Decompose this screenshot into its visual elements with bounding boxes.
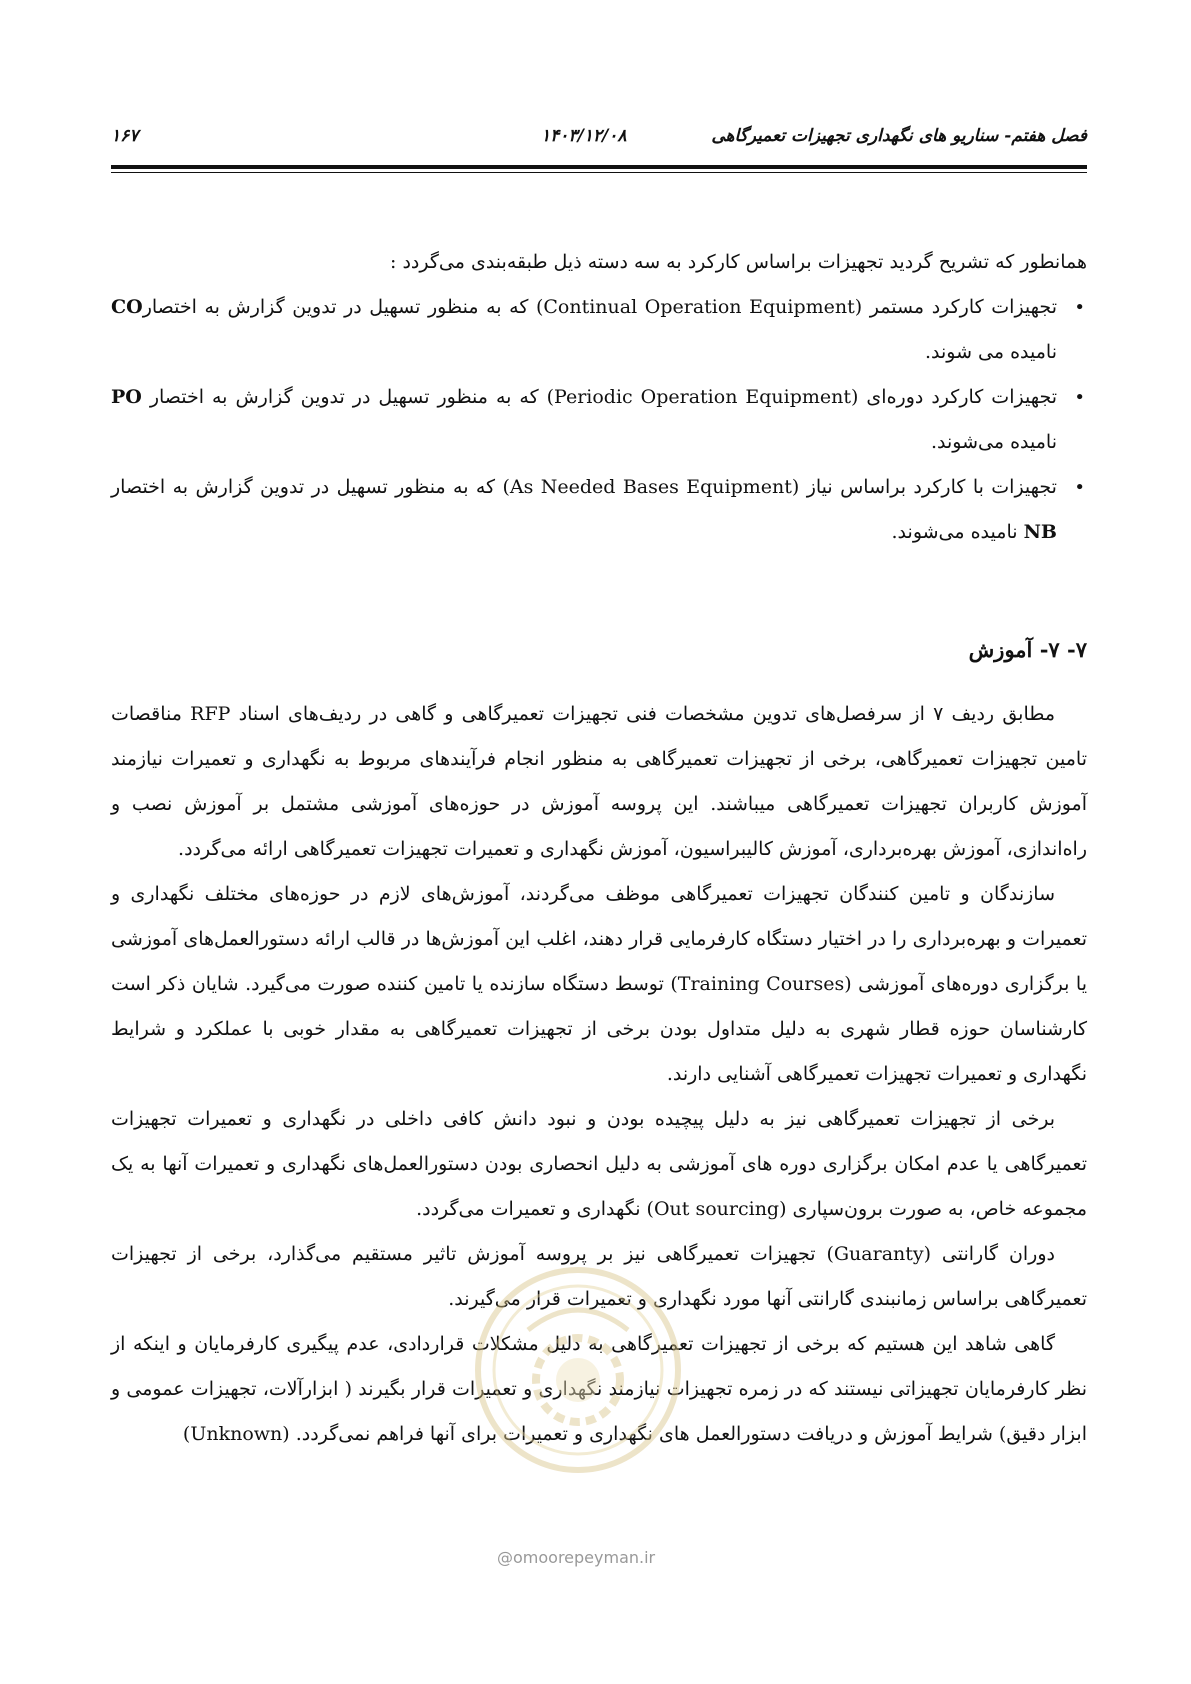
bullet-text: تجهیزات با کارکرد براساس نیاز ( <box>791 476 1057 498</box>
bullet-english-term: Periodic Operation Equipment <box>554 386 852 408</box>
intro-paragraph: همانطور که تشریح گردید تجهیزات براساس کارکرد به سه دسته ذیل طبقه‌بندی می‌گردد : <box>390 251 1087 273</box>
bullet-english-term: Continual Operation Equipment <box>543 296 855 318</box>
bullet-abbreviation: CO <box>111 296 143 318</box>
paragraph: مطابق ردیف ۷ از سرفصل‌های تدوین مشخصات فنی تجهیزات تعمیرگاهی و گاهی در ردیف‌های اسناد RFP مناقصات تامین تجهیزات تعمیرگاهی، برخی از تجهیزات تعمیرگاهی به منظور انجام فرآیندهای مربوط به نگهداری و تعمیرات نیازمند آموزش کاربران تجهیزات تعمیرگاهی میباشند. این پروسه آموزش در حوزه‌های آموزشی مشتمل بر آموزش نصب و راه‌اندازی، آموزش بهره‌برداری، آموزش کالیبراسیون، آموزش نگهداری و تعمیرات تجهیزات تعمیرگاهی ارائه می‌گردد. <box>111 703 1087 860</box>
page-number: ۱۶۷ <box>111 126 139 146</box>
equipment-category-list <box>111 285 1087 555</box>
bullet-text: ) که به منظور تسهیل در تدوین گزارش به اختصار <box>141 386 555 408</box>
bullet-text: نامیده می شوند. <box>924 341 1057 363</box>
section-heading: ۷- ۷- آموزش <box>968 637 1087 662</box>
bullet-english-term: As Needed Bases Equipment <box>509 476 792 498</box>
paragraph: برخی از تجهیزات تعمیرگاهی نیز به دلیل پیچیده بودن و نبود دانش کافی داخلی در نگهداری و تعمیرات تجهیزات تعمیرگاهی یا عدم امکان برگزاری دوره های آموزشی به دلیل انحصاری بودن دستورالعمل‌های نگهداری و تعمیرات آنها به یک مجموعه خاص، به صورت برون‌سپاری (Out sourcing) نگهداری و تعمیرات می‌گردد. <box>111 1108 1087 1220</box>
chapter-title: فصل هفتم- سناریو های نگهداری تجهیزات تعمیرگاهی <box>711 126 1087 146</box>
bullet-text: ) که به منظور تسهیل در تدوین گزارش به اختصار <box>111 476 510 498</box>
paragraph: سازندگان و تامین کنندگان تجهیزات تعمیرگاهی موظف می‌گردند، آموزش‌های لازم در حوزه‌های مختلف نگهداری و تعمیرات و بهره‌برداری را در اختیار دستگاه کارفرمایی قرار دهند، اغلب این آموزش‌ها در قالب ارائه دستورالعمل‌های آموزشی یا برگزاری دوره‌های آموزشی (Training Courses) توسط دستگاه سازنده یا تامین کننده صورت می‌گیرد. شایان ذکر است کارشناسان حوزه قطار شهری به دلیل متداول بودن برخی از تجهیزات تعمیرگاهی به مقدار خوبی با عملکرد و شرایط نگهداری و تعمیرات تجهیزات تعمیرگاهی آشنایی دارند. <box>111 883 1087 1085</box>
paragraph: دوران گارانتی (Guaranty) تجهیزات تعمیرگاهی نیز بر پروسه آموزش تاثیر مستقیم می‌گذارد، برخی از تجهیزات تعمیرگاهی براساس زمانبندی گارانتی آنها مورد نگهداری و تعمیرات قرار می‌گیرند. <box>111 1243 1087 1310</box>
bullet-text: نامیده می‌شوند. <box>891 521 1024 543</box>
list-item-po <box>111 375 1087 465</box>
header-rule-thick <box>111 165 1087 169</box>
bullet-abbreviation: NB <box>1023 521 1057 543</box>
page-header <box>111 126 1087 156</box>
bullet-abbreviation: PO <box>111 386 142 408</box>
watermark-url: @omoorepeyman.ir <box>497 1548 656 1567</box>
paragraph: گاهی شاهد این هستیم که برخی از تجهیزات تعمیرگاهی به دلیل مشکلات قراردادی، عدم پیگیری کارفرمایان و اینکه از نظر کارفرمایان تجهیزاتی نیستند که در زمره تجهیزات نیازمند نگهداری و تعمیرات قرار بگیرند ( ابزارآلات، تجهیزات عمومی و ابزار دقیق) شرایط آموزش و دریافت دستورالعمل های نگهداری و تعمیرات برای آنها فراهم نمی‌گردد. (Unknown) <box>111 1333 1087 1445</box>
bullet-text: تجهیزات کارکرد مستمر ( <box>854 296 1057 318</box>
bullet-text: ) که به منظور تسهیل در تدوین گزارش به اختصار <box>142 296 544 318</box>
header-rule-thin <box>111 172 1087 173</box>
bullet-text: نامیده می‌شوند. <box>930 431 1057 453</box>
page-body <box>111 240 1087 1457</box>
list-item-co <box>111 285 1087 375</box>
list-item-nb <box>111 465 1087 555</box>
header-date: ۱۴۰۳/۱۲/۰۸ <box>541 126 627 146</box>
bullet-text: تجهیزات کارکرد دوره‌ای ( <box>851 386 1057 408</box>
